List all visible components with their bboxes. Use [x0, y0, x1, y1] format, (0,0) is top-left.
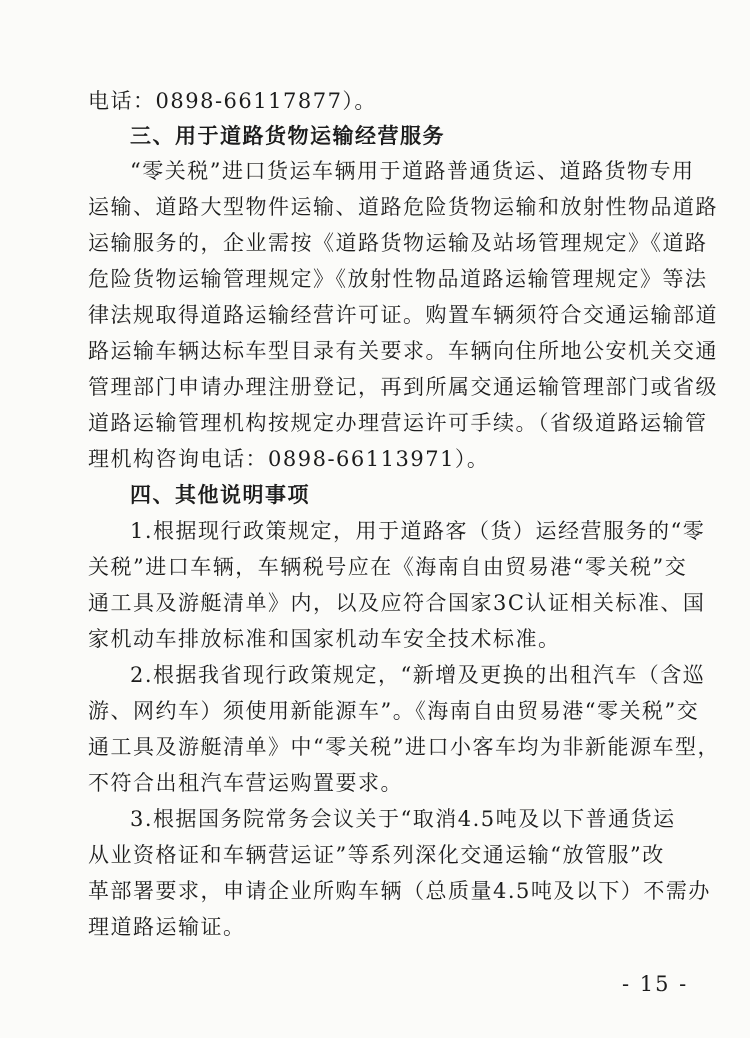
body-line: 理机构咨询电话：0898-66113971）。 — [88, 447, 490, 471]
body-line: 危险货物运输管理规定》《放射性物品道路运输管理规定》等法 — [88, 267, 708, 291]
body-line: 1.根据现行政策规定，用于道路客（货）运经营服务的“零 — [130, 519, 706, 543]
body-line: 电话：0898-66117877）。 — [88, 89, 377, 113]
section-heading-3: 三、用于道路货物运输经营服务 — [130, 124, 445, 148]
body-line: 理道路运输证。 — [88, 915, 246, 939]
section-heading-4: 四、其他说明事项 — [130, 483, 310, 507]
body-line: 游、网约车）须使用新能源车”。《海南自由贸易港“零关税”交 — [88, 699, 700, 723]
page-number: - 15 - — [622, 972, 689, 996]
body-line: 律法规取得道路运输经营许可证。购置车辆须符合交通运输部道 — [88, 303, 718, 327]
body-line: 关税”进口车辆，车辆税号应在《海南自由贸易港“零关税”交 — [88, 555, 688, 579]
body-line: 管理部门申请办理注册登记，再到所属交通运输管理部门或省级 — [88, 375, 718, 399]
body-line: 运输服务的，企业需按《道路货物运输及站场管理规定》《道路 — [88, 231, 708, 255]
body-line: 革部署要求，申请企业所购车辆（总质量4.5吨及以下）不需办 — [88, 879, 711, 903]
body-line: 运输、道路大型物件运输、道路危险货物运输和放射性物品道路 — [88, 195, 718, 219]
body-line: 家机动车排放标准和国家机动车安全技术标准。 — [88, 627, 561, 651]
body-line: 从业资格证和车辆营运证”等系列深化交通运输“放管服”改 — [88, 843, 665, 867]
body-line: 不符合出租汽车营运购置要求。 — [88, 771, 403, 795]
body-line: 路运输车辆达标车型目录有关要求。车辆向住所地公安机关交通 — [88, 339, 718, 363]
body-line: 道路运输管理机构按规定办理营运许可手续。（省级道路运输管 — [88, 411, 708, 435]
body-line: 3.根据国务院常务会议关于“取消4.5吨及以下普通货运 — [130, 807, 676, 831]
body-line: 通工具及游艇清单》内，以及应符合国家3C认证相关标准、国 — [88, 591, 706, 615]
body-line: “零关税”进口货运车辆用于道路普通货运、道路货物专用 — [130, 159, 695, 183]
body-line: 通工具及游艇清单》中“零关税”进口小客车均为非新能源车型， — [88, 735, 720, 759]
body-line: 2.根据我省现行政策规定，“新增及更换的出租汽车（含巡 — [130, 663, 706, 687]
